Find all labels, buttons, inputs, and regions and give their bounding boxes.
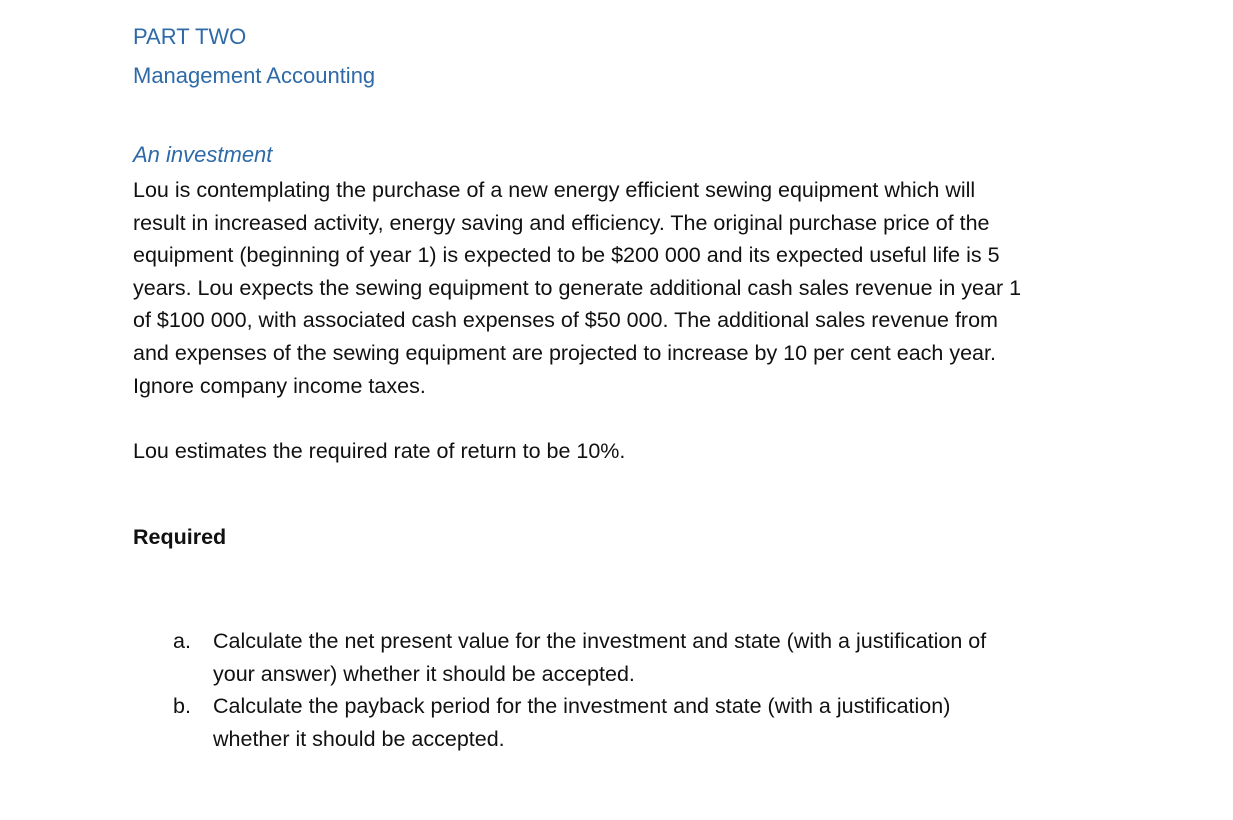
scenario-line: of $100 000, with associated cash expenses of $50 000. The additional sales revenue from	[133, 308, 998, 333]
list-item-line: Calculate the net present value for the investment and state (with a justification of	[213, 629, 987, 653]
required-item-b	[173, 690, 1133, 755]
list-marker: b.	[173, 694, 191, 719]
scenario-line: equipment (beginning of year 1) is expected to be $200 000 and its expected useful life is 5	[133, 243, 1000, 268]
list-marker: a.	[173, 629, 191, 653]
list-item-line: whether it should be accepted.	[213, 726, 505, 751]
scenario-line: years. Lou expects the sewing equipment to generate additional cash sales revenue in year 1	[133, 275, 1022, 300]
scenario-line: Ignore company income taxes.	[133, 373, 426, 398]
list-item-line: Calculate the payback period for the investment and state (with a justification)	[213, 694, 951, 719]
part-title: PART TWO	[133, 24, 247, 49]
list-item-text	[213, 625, 1133, 690]
scenario-line: and expenses of the sewing equipment are projected to increase by 10 per cent each year.	[133, 340, 996, 365]
rate-paragraph: Lou estimates the required rate of return to be 10%.	[133, 439, 626, 463]
required-list	[173, 625, 1133, 755]
required-item-a	[173, 625, 1133, 690]
section-heading: An investment	[133, 142, 273, 167]
scenario-paragraph	[133, 174, 1143, 402]
required-heading: Required	[133, 525, 227, 549]
list-item-line: your answer) whether it should be accepted.	[213, 661, 635, 686]
scenario-line: Lou is contemplating the purchase of a new energy efficient sewing equipment which will	[133, 178, 976, 202]
list-item-text	[213, 690, 1133, 755]
scenario-line: result in increased activity, energy saving and efficiency. The original purchase price of the	[133, 210, 990, 235]
subject-title: Management Accounting	[133, 63, 376, 88]
